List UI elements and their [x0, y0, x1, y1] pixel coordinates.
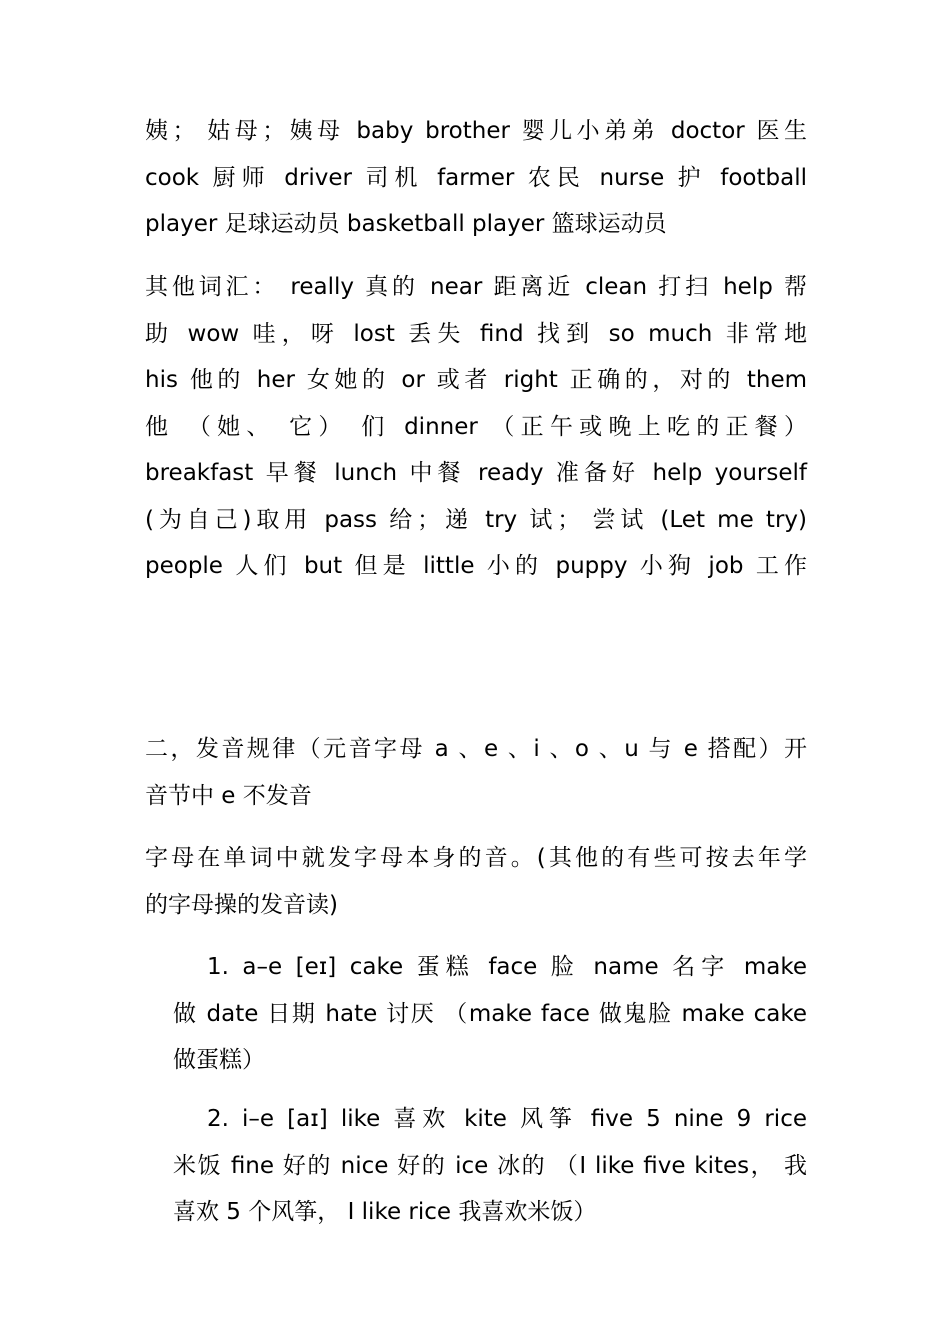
section-two-intro [145, 835, 807, 928]
text-line: 米饭 fine 好的 nice 好的 ice 冰的 （I like five kites， 我 [173, 1152, 807, 1179]
rule-a-e-item [173, 944, 807, 1084]
text-line: breakfast 早餐 lunch 中餐 ready 准备好 help yourself [145, 460, 807, 486]
text-line: cook 厨师 driver 司机 farmer 农民 nurse 护 football [145, 164, 807, 191]
vocab-jobs-paragraph [145, 108, 807, 248]
text-line: his 他的 her 女她的 or 或者 right 正确的，对的 them [145, 367, 807, 393]
text-line: people 人们 but 但是 little 小的 puppy 小狗 job 工作 [145, 553, 807, 579]
text-line: (为自己)取用 pass 给；递 try 试； 尝试 (Let me try) [145, 506, 807, 533]
vocab-other-paragraph [145, 264, 807, 590]
text-line: 他 （她、 它） 们 dinner （正午或晚上吃的正餐） [145, 413, 807, 440]
text-line: 2. i–e [aɪ] like 喜欢 kite 风筝 five 5 nine 9 rice [207, 1106, 807, 1132]
text-line: 音节中 e 不发音 [145, 782, 312, 809]
text-line: 姨； 姑母；姨母 baby brother 婴儿小弟弟 doctor 医生 [145, 118, 807, 144]
text-line: 做 date 日期 hate 讨厌 （make face 做鬼脸 make cake [173, 1000, 807, 1027]
text-line: 其他词汇： really 真的 near 距离近 clean 打扫 help 帮 [145, 274, 807, 300]
text-line: 喜欢 5 个风筝， I like rice 我喜欢米饭） [173, 1199, 597, 1225]
text-line: 的字母操的发音读) [145, 891, 338, 918]
text-line: 助 wow 哇，呀 lost 丢失 find 找到 so much 非常地 [145, 320, 807, 347]
text-line: 做蛋糕） [173, 1047, 265, 1073]
section-two-heading [145, 726, 807, 819]
text-line: 字母在单词中就发字母本身的音。(其他的有些可按去年学 [145, 845, 807, 871]
text-line: player 足球运动员 basketball player 篮球运动员 [145, 211, 667, 237]
text-line: 二，发音规律（元音字母 a 、e 、i 、o 、u 与 e 搭配）开 [145, 736, 807, 762]
rule-i-e-item [173, 1096, 807, 1236]
text-line: 1. a–e [eɪ] cake 蛋糕 face 脸 name 名字 make [207, 954, 807, 980]
